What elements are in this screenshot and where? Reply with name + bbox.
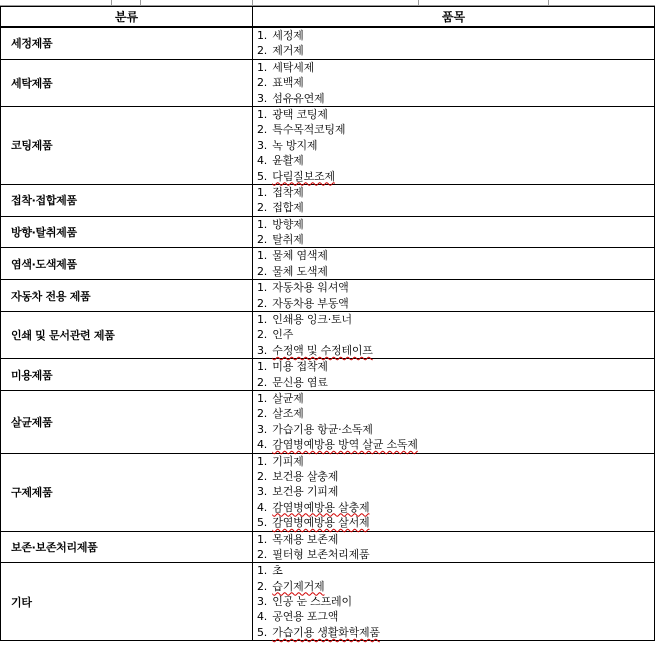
item-number: 5. xyxy=(257,169,268,183)
list-item xyxy=(257,454,654,469)
list-item xyxy=(257,28,654,43)
item-number: 2. xyxy=(257,264,268,278)
item-number: 3. xyxy=(257,595,268,609)
table-row xyxy=(1,59,655,106)
category-cell: 살균제품 xyxy=(1,390,253,453)
item-number: 1. xyxy=(257,281,268,295)
ruler-tick xyxy=(111,0,112,5)
items-cell xyxy=(253,453,655,531)
list-item xyxy=(257,91,654,106)
item-number: 1. xyxy=(257,217,268,231)
table-row xyxy=(1,184,655,216)
list-item xyxy=(257,169,654,184)
item-label: 살조제 xyxy=(272,407,304,421)
item-label: 기피제 xyxy=(272,454,304,468)
table-row xyxy=(1,359,655,391)
item-label: 윤활제 xyxy=(272,154,304,168)
header-category: 분류 xyxy=(1,7,253,28)
list-item xyxy=(257,107,654,122)
item-number: 3. xyxy=(257,343,268,357)
items-cell xyxy=(253,312,655,359)
item-label: 섬유유연제 xyxy=(272,91,325,105)
item-label: 녹 방지제 xyxy=(272,138,318,152)
table-row xyxy=(1,531,655,563)
product-classification-table xyxy=(0,6,655,641)
item-number: 2. xyxy=(257,547,268,561)
list-item xyxy=(257,296,654,311)
item-label: 접합제 xyxy=(272,201,304,215)
item-number: 2. xyxy=(257,296,268,310)
list-item xyxy=(257,122,654,137)
item-number: 1. xyxy=(257,29,268,42)
table-row xyxy=(1,453,655,531)
items-cell xyxy=(253,563,655,641)
item-number: 1. xyxy=(257,313,268,327)
item-label: 초 xyxy=(272,564,283,578)
items-cell xyxy=(253,248,655,280)
item-label: 탈취제 xyxy=(272,233,304,247)
list-item xyxy=(257,484,654,499)
item-number: 1. xyxy=(257,360,268,374)
item-number: 4. xyxy=(257,610,268,624)
item-number: 3. xyxy=(257,422,268,436)
list-item xyxy=(257,217,654,232)
item-number: 2. xyxy=(257,123,268,137)
item-label: 수정액 및 수정테이프 xyxy=(272,343,373,357)
item-number: 1. xyxy=(257,107,268,121)
category-cell: 세정제품 xyxy=(1,27,253,59)
list-item xyxy=(257,200,654,215)
item-number: 1. xyxy=(257,60,268,74)
list-item xyxy=(257,280,654,295)
item-number: 1. xyxy=(257,454,268,468)
category-cell: 염색·도색제품 xyxy=(1,248,253,280)
item-number: 1. xyxy=(257,185,268,199)
category-cell: 인쇄 및 문서관련 제품 xyxy=(1,312,253,359)
list-item xyxy=(257,327,654,342)
list-item xyxy=(257,437,654,452)
item-number: 2. xyxy=(257,201,268,215)
list-item xyxy=(257,469,654,484)
items-cell xyxy=(253,106,655,184)
table-row xyxy=(1,390,655,453)
item-number: 2. xyxy=(257,375,268,389)
list-item xyxy=(257,248,654,263)
category-cell: 구제제품 xyxy=(1,453,253,531)
list-item xyxy=(257,264,654,279)
ruler-tick xyxy=(418,0,419,5)
item-number: 2. xyxy=(257,44,268,58)
list-item xyxy=(257,75,654,90)
list-item xyxy=(257,625,654,640)
table-row xyxy=(1,106,655,184)
table-row xyxy=(1,216,655,248)
list-item xyxy=(257,153,654,168)
item-label: 목재용 보존제 xyxy=(272,532,339,546)
item-number: 4. xyxy=(257,438,268,452)
item-label: 방향제 xyxy=(272,217,304,231)
item-number: 1. xyxy=(257,249,268,263)
item-label: 가습기용 항균·소독제 xyxy=(272,422,373,436)
item-label: 가습기용 생활화학제품 xyxy=(272,625,380,639)
item-number: 5. xyxy=(257,625,268,639)
table-row xyxy=(1,248,655,280)
table-row xyxy=(1,563,655,641)
list-item xyxy=(257,138,654,153)
category-cell: 접착·접합제품 xyxy=(1,184,253,216)
list-item xyxy=(257,375,654,390)
category-cell: 코팅제품 xyxy=(1,106,253,184)
item-number: 1. xyxy=(257,532,268,546)
items-cell xyxy=(253,216,655,248)
list-item xyxy=(257,532,654,547)
item-label: 자동차용 부동액 xyxy=(272,296,349,310)
item-number: 2. xyxy=(257,407,268,421)
item-number: 2. xyxy=(257,579,268,593)
items-cell xyxy=(253,184,655,216)
item-number: 5. xyxy=(257,516,268,530)
list-item xyxy=(257,232,654,247)
table-row xyxy=(1,312,655,359)
list-item xyxy=(257,594,654,609)
item-number: 1. xyxy=(257,391,268,405)
item-label: 물체 도색제 xyxy=(272,264,328,278)
item-label: 다림질보조제 xyxy=(272,169,335,183)
ruler-tick xyxy=(548,0,549,5)
item-label: 세탁세제 xyxy=(272,60,315,74)
category-cell: 미용제품 xyxy=(1,359,253,391)
items-cell xyxy=(253,27,655,59)
item-number: 2. xyxy=(257,469,268,483)
item-label: 인쇄용 잉크·토너 xyxy=(272,313,352,327)
item-label: 제거제 xyxy=(272,44,304,58)
list-item xyxy=(257,60,654,75)
table-row xyxy=(1,27,655,59)
item-label: 표백제 xyxy=(272,76,304,90)
items-cell xyxy=(253,280,655,312)
item-label: 보건용 살충제 xyxy=(272,469,339,483)
item-label: 보건용 기피제 xyxy=(272,485,339,499)
list-item xyxy=(257,579,654,594)
item-label: 감염병예방용 살충제 xyxy=(272,500,370,514)
item-number: 1. xyxy=(257,564,268,578)
item-label: 감염병예방용 살서제 xyxy=(272,516,370,530)
list-item xyxy=(257,563,654,578)
table-row xyxy=(1,280,655,312)
item-label: 필터형 보존처리제품 xyxy=(272,547,370,561)
item-label: 문신용 염료 xyxy=(272,375,328,389)
item-number: 2. xyxy=(257,328,268,342)
list-item xyxy=(257,609,654,624)
item-label: 습기제거제 xyxy=(272,579,325,593)
items-cell xyxy=(253,59,655,106)
item-number: 3. xyxy=(257,91,268,105)
ruler-tick xyxy=(140,0,141,5)
item-label: 특수목적코팅제 xyxy=(272,123,346,137)
list-item xyxy=(257,185,654,200)
category-cell: 보존·보존처리제품 xyxy=(1,531,253,563)
item-label: 미용 접착제 xyxy=(272,360,328,374)
item-number: 3. xyxy=(257,138,268,152)
category-cell: 자동차 전용 제품 xyxy=(1,280,253,312)
item-number: 4. xyxy=(257,500,268,514)
item-number: 4. xyxy=(257,154,268,168)
item-label: 광택 코팅제 xyxy=(272,107,328,121)
category-cell: 방향·탈취제품 xyxy=(1,216,253,248)
item-label: 감염병예방용 방역 살균 소독제 xyxy=(272,438,418,452)
list-item xyxy=(257,406,654,421)
list-item xyxy=(257,391,654,406)
item-number: 2. xyxy=(257,233,268,247)
item-number: 3. xyxy=(257,485,268,499)
items-cell xyxy=(253,359,655,391)
item-label: 자동차용 워셔액 xyxy=(272,281,349,295)
items-cell xyxy=(253,531,655,563)
list-item xyxy=(257,515,654,530)
list-item xyxy=(257,43,654,58)
list-item xyxy=(257,312,654,327)
ruler-tick xyxy=(252,0,253,5)
item-label: 인공 눈 스프레이 xyxy=(272,595,352,609)
item-label: 세정제 xyxy=(272,29,304,42)
item-label: 물체 염색제 xyxy=(272,249,328,263)
category-cell: 기타 xyxy=(1,563,253,641)
items-cell xyxy=(253,390,655,453)
list-item xyxy=(257,422,654,437)
list-item xyxy=(257,343,654,358)
item-label: 인주 xyxy=(272,328,294,342)
list-item xyxy=(257,500,654,515)
list-item xyxy=(257,359,654,374)
list-item xyxy=(257,547,654,562)
item-label: 공연용 포그액 xyxy=(272,610,339,624)
header-row xyxy=(1,7,655,28)
category-cell: 세탁제품 xyxy=(1,59,253,106)
item-label: 접착제 xyxy=(272,185,304,199)
item-number: 2. xyxy=(257,76,268,90)
header-items: 품목 xyxy=(253,7,655,28)
item-label: 살균제 xyxy=(272,391,304,405)
